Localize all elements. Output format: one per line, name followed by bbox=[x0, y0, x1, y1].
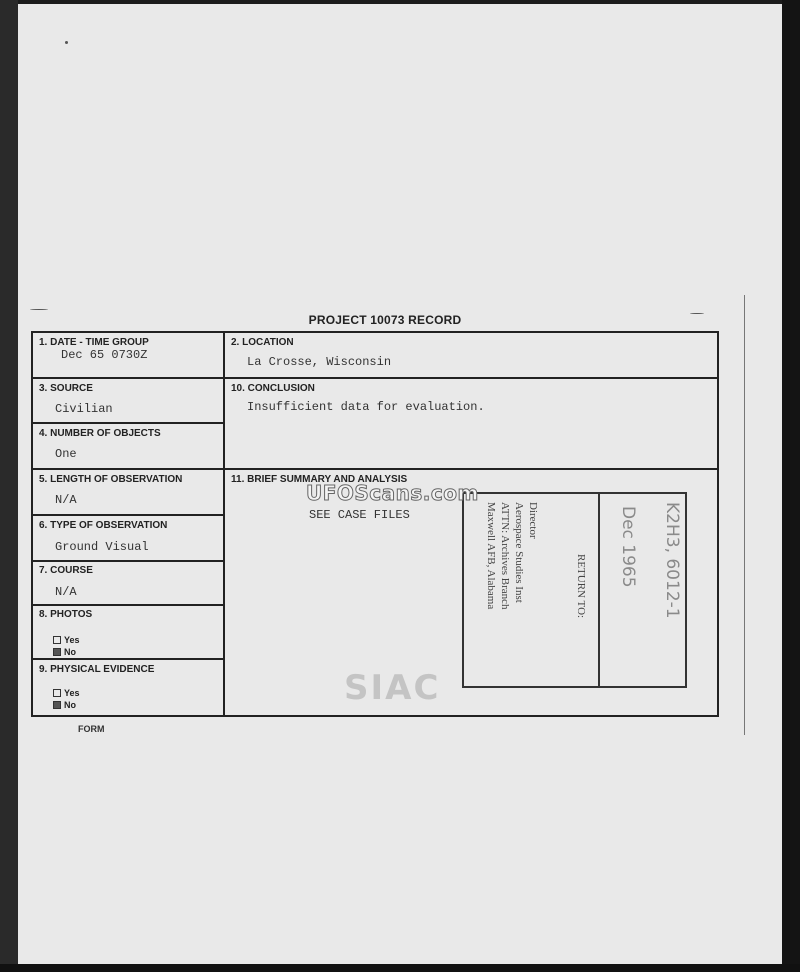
row-divider bbox=[33, 658, 223, 660]
row-divider bbox=[33, 468, 717, 470]
number-of-objects-value: One bbox=[55, 447, 77, 461]
checkbox-icon bbox=[53, 689, 61, 697]
row-divider bbox=[33, 422, 223, 424]
physical-evidence-yes-option[interactable] bbox=[53, 688, 80, 698]
checked-box-icon bbox=[53, 701, 61, 709]
photos-yes-option[interactable] bbox=[53, 635, 80, 645]
checked-box-icon bbox=[53, 648, 61, 656]
location-value: La Crosse, Wisconsin bbox=[247, 355, 392, 369]
scan-edge-bottom bbox=[0, 964, 800, 972]
length-of-observation-value: N/A bbox=[55, 493, 77, 507]
type-of-observation-label: 6. TYPE OF OBSERVATION bbox=[39, 520, 168, 531]
watermark: UFOScans.com bbox=[306, 481, 479, 505]
course-value: N/A bbox=[55, 585, 77, 599]
conclusion-label: 10. CONCLUSION bbox=[231, 383, 315, 394]
course-label: 7. COURSE bbox=[39, 565, 93, 576]
source-value: Civilian bbox=[55, 402, 113, 416]
faded-stamp-mark: SIAC bbox=[344, 668, 441, 708]
brief-summary-value: SEE CASE FILES bbox=[309, 508, 410, 522]
row-divider bbox=[33, 560, 223, 562]
number-of-objects-label: 4. NUMBER OF OBJECTS bbox=[39, 428, 161, 439]
physical-evidence-no-option[interactable] bbox=[53, 700, 76, 710]
date-time-group-value: Dec 65 0730Z bbox=[61, 348, 148, 362]
physical-evidence-yes-label: Yes bbox=[64, 688, 80, 698]
stamp-line: Aerospace Studies Inst bbox=[513, 502, 525, 603]
handwritten-file-number: K2H3, 6012-1 bbox=[662, 502, 682, 619]
physical-evidence-label: 9. PHYSICAL EVIDENCE bbox=[39, 664, 155, 675]
stamp-line: Maxwell AFB, Alabama bbox=[485, 502, 497, 610]
return-to-stamp bbox=[462, 492, 687, 688]
stamp-heading: RETURN TO: bbox=[575, 554, 587, 619]
row-divider bbox=[33, 514, 223, 516]
dust-speck bbox=[690, 313, 704, 314]
conclusion-value: Insufficient data for evaluation. bbox=[247, 400, 485, 414]
stamp-divider bbox=[598, 494, 600, 686]
length-of-observation-label: 5. LENGTH OF OBSERVATION bbox=[39, 474, 183, 485]
photos-yes-label: Yes bbox=[64, 635, 80, 645]
location-label: 2. LOCATION bbox=[231, 337, 294, 348]
handwritten-date: Dec 1965 bbox=[618, 506, 638, 588]
photos-label: 8. PHOTOS bbox=[39, 609, 93, 620]
stamp-line: ATTN: Archives Branch bbox=[499, 502, 511, 610]
row-divider bbox=[33, 377, 717, 379]
document-title: PROJECT 10073 RECORD bbox=[308, 313, 462, 327]
scan-edge-right bbox=[782, 0, 800, 972]
brief-summary-label: 11. BRIEF SUMMARY AND ANALYSIS bbox=[231, 474, 408, 485]
column-divider bbox=[223, 333, 225, 715]
dust-speck bbox=[65, 41, 68, 44]
form-footer: FORM bbox=[78, 724, 105, 734]
scan-edge-left bbox=[0, 0, 18, 972]
date-time-group-label: 1. DATE - TIME GROUP bbox=[39, 337, 149, 348]
margin-rule bbox=[744, 295, 745, 735]
dust-speck bbox=[30, 309, 48, 310]
checkbox-icon bbox=[53, 636, 61, 644]
physical-evidence-no-label: No bbox=[64, 700, 76, 710]
photos-no-label: No bbox=[64, 647, 76, 657]
type-of-observation-value: Ground Visual bbox=[55, 540, 149, 554]
stamp-line: Director bbox=[527, 502, 539, 539]
row-divider bbox=[33, 604, 223, 606]
photos-no-option[interactable] bbox=[53, 647, 76, 657]
source-label: 3. SOURCE bbox=[39, 383, 93, 394]
